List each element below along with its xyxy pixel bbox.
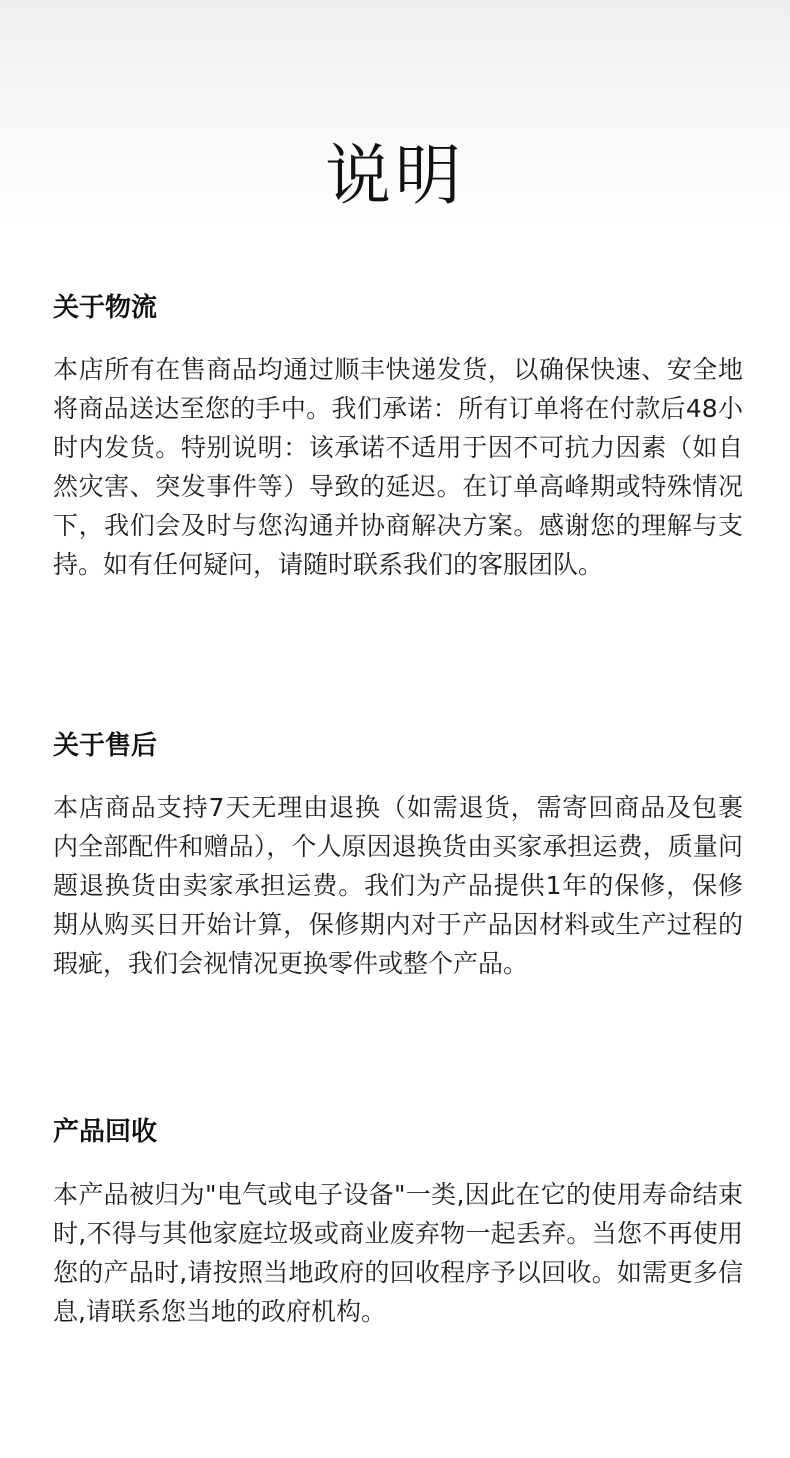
section-recycling — [53, 1112, 743, 1326]
page-title: 说明 — [325, 137, 465, 214]
section-body-logistics: 本店所有在售商品均通过顺丰快递发货，以确保快速、安全地将商品送达至您的手中。我们承诺：所有订单将在付款后48小时内发货。特别说明：该承诺不适用于因不可抗力因素（如自然灾害、突发事件等）导致的延迟。在订单高峰期或特殊情况下，我们会及时与您沟通并协商解决方案。感谢您的理解与支持。如有任何疑问，请随时联系我们的客服团队。 — [53, 355, 743, 579]
section-heading-logistics: 关于物流 — [53, 293, 158, 323]
section-after-sales — [53, 726, 743, 978]
section-logistics — [53, 288, 743, 579]
section-body-after-sales: 本店商品支持7天无理由退换（如需退货，需寄回商品及包裹内全部配件和赠品），个人原因退换货由买家承担运费，质量问题退换货由卖家承担运费。我们为产品提供1年的保修，保修期从购买日开始计算，保修期内对于产品因材料或生产过程的瑕疵，我们会视情况更换零件或整个产品。 — [53, 793, 743, 978]
section-heading-after-sales: 关于售后 — [53, 731, 158, 761]
section-body-recycling: 本产品被归为"电气或电子设备"一类,因此在它的使用寿命结束时,不得与其他家庭垃圾或商业废弃物一起丢弃。当您不再使用您的产品时,请按照当地政府的回收程序予以回收。如需更多信息,请联系您当地的政府机构。 — [53, 1180, 743, 1326]
section-heading-recycling: 产品回收 — [53, 1117, 158, 1147]
